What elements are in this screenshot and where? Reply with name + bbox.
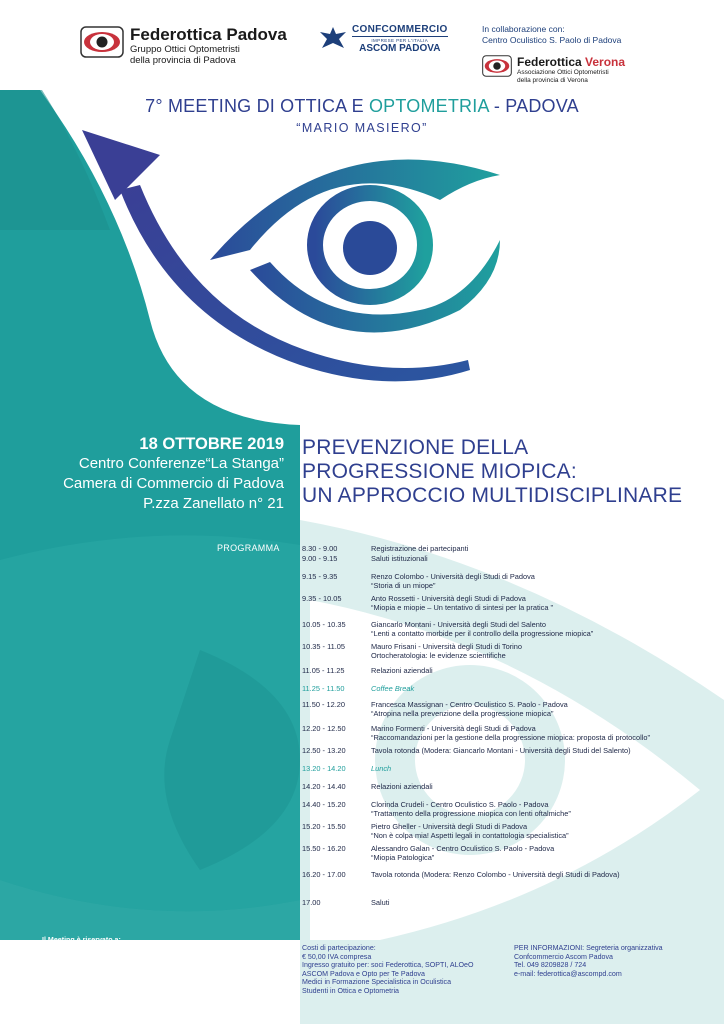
schedule-line: “Storia di un miope” bbox=[371, 581, 436, 591]
verona-org-name bbox=[517, 55, 625, 69]
verona-name-b: Verona bbox=[585, 55, 626, 69]
schedule-time: 12.20 - 12.50 bbox=[302, 724, 346, 733]
schedule-line: “Miopia e miopie – Un tentativo di sintesi per la pratica ” bbox=[371, 603, 553, 613]
schedule-time: 11.05 - 11.25 bbox=[302, 666, 345, 675]
schedule-line: “Non è colpa mia! Aspetti legali in contattologia specialistica” bbox=[371, 831, 569, 841]
schedule-line: Renzo Colombo - Università degli Studi di Padova bbox=[371, 572, 535, 581]
schedule-line: “Trattamento della progressione miopica con lenti oftalmiche” bbox=[371, 809, 571, 819]
footer-mid-l5: Medici in Formazione Specialistica in Oculistica bbox=[302, 978, 452, 987]
schedule-line: Ortocheratologia: le evidenze scientifiche bbox=[371, 651, 506, 661]
schedule-time: 17.00 bbox=[302, 898, 321, 907]
footer-mid-l3: Ingresso gratuito per: soci Federottica, SOPTI, ALOeO bbox=[302, 961, 474, 970]
schedule-line: “Lenti a contatto morbide per il controllo della progressione miopica” bbox=[371, 629, 594, 639]
eagle-logo-icon bbox=[318, 24, 348, 54]
schedule-line: “Atropina nella prevenzione della progressione miopica” bbox=[371, 709, 554, 719]
eye-logo-icon bbox=[80, 26, 124, 58]
schedule-description bbox=[371, 764, 391, 773]
meeting-subtitle: “MARIO MASIERO” bbox=[296, 121, 428, 135]
footer-left-l1: Medici Oculisti - Ottici Optometristi - Ortottisti bbox=[42, 944, 184, 953]
eye-logo-icon bbox=[482, 55, 512, 77]
schedule-description bbox=[371, 684, 414, 693]
footer-left-l2: Studenti in Ottica e optometria bbox=[42, 952, 138, 961]
schedule-line: Mauro Frisani - Università degli Studi di Torino bbox=[371, 642, 523, 651]
schedule-line: Pietro Gheller - Università degli Studi di Padova bbox=[371, 822, 528, 831]
footer-right-l4: e-mail: federottica@ascompd.com bbox=[514, 969, 622, 978]
event-venue1: Centro Conferenze“La Stanga” bbox=[78, 455, 284, 472]
schedule-description bbox=[371, 898, 390, 907]
schedule-time: 15.20 - 15.50 bbox=[302, 822, 346, 831]
footer-left-n1: L'organizzazione si riserva di accettare bbox=[42, 972, 165, 981]
footer-right-l1: PER INFORMAZIONI: Segreteria organizzativa bbox=[514, 944, 663, 952]
federottica-padova-logo bbox=[80, 26, 287, 66]
footer-audience bbox=[42, 936, 189, 998]
schedule-time: 16.20 - 17.00 bbox=[302, 870, 346, 879]
title-line1: PREVENZIONE DELLA bbox=[302, 436, 529, 459]
main-title bbox=[302, 436, 682, 508]
schedule-line: Coffee Break bbox=[371, 684, 415, 693]
schedule-description bbox=[371, 822, 569, 840]
confcommercio-logo bbox=[318, 24, 448, 54]
title-line2: PROGRESSIONE MIOPICA: bbox=[302, 460, 577, 483]
schedule-line: Tavola rotonda (Modera: Renzo Colombo - Università degli Studi di Padova) bbox=[371, 870, 620, 879]
schedule-description bbox=[371, 666, 433, 675]
schedule-description bbox=[371, 620, 593, 638]
schedule-description bbox=[371, 700, 568, 718]
event-date: 18 OTTOBRE 2019 bbox=[139, 435, 284, 453]
schedule-line: Marino Formenti - Università degli Studi di Padova bbox=[371, 724, 536, 733]
schedule-time: 9.35 - 10.05 bbox=[302, 594, 342, 603]
footer-mid-l6: Studenti in Ottica e Optometria bbox=[302, 986, 399, 995]
schedule-time: 10.35 - 11.05 bbox=[302, 642, 346, 651]
collab-line2: Centro Oculistico S. Paolo di Padova bbox=[482, 35, 622, 45]
footer-left-l3: Medici in formazione Specialistica in Oculistica bbox=[42, 961, 189, 970]
schedule-description bbox=[371, 844, 554, 862]
schedule-time: 9.00 - 9.15 bbox=[302, 554, 338, 563]
schedule-time: 14.40 - 15.20 bbox=[302, 800, 346, 809]
schedule-line: Francesca Massignan - Centro Oculistico S. Paolo - Padova bbox=[371, 700, 568, 709]
schedule-line: Alessandro Galan - Centro Oculistico S. Paolo - Padova bbox=[371, 844, 555, 853]
schedule-line: Saluti istituzionali bbox=[371, 554, 428, 563]
footer-left-n2: le iscrizioni fino al raggiungimento del numero bbox=[42, 981, 186, 990]
schedule-line: Relazioni aziendali bbox=[371, 782, 433, 791]
schedule-time: 11.25 - 11.50 bbox=[302, 684, 345, 693]
eye-pupil bbox=[343, 221, 397, 275]
padova-org-name: Federottica Padova bbox=[130, 25, 287, 44]
schedule-line: Lunch bbox=[371, 764, 392, 773]
title-line3: UN APPROCCIO MULTIDISCIPLINARE bbox=[302, 484, 683, 507]
collab-block bbox=[482, 24, 621, 46]
footer-costs bbox=[302, 944, 474, 996]
schedule-line: Relazioni aziendali bbox=[371, 666, 433, 675]
schedule-line: Giancarlo Montani - Università degli Studi del Salento bbox=[371, 620, 547, 629]
schedule-line: Anto Rossetti - Università degli Studi di Padova bbox=[371, 594, 526, 603]
conf-top: CONFCOMMERCIO bbox=[352, 24, 448, 35]
schedule-line: Tavola rotonda (Modera: Giancarlo Montani - Università degli Studi del Salento) bbox=[371, 746, 631, 755]
schedule-line: Saluti bbox=[371, 898, 390, 907]
schedule-description bbox=[371, 594, 553, 612]
federottica-verona-logo bbox=[482, 55, 625, 84]
schedule-time: 9.15 - 9.35 bbox=[302, 572, 338, 581]
schedule-description bbox=[371, 724, 650, 742]
conf-bottom: ASCOM PADOVA bbox=[359, 43, 441, 54]
schedule-description bbox=[371, 746, 631, 755]
padova-org-sub2: della provincia di Padova bbox=[130, 55, 236, 66]
meeting-part3: - PADOVA bbox=[488, 96, 579, 116]
footer-left-n3: massimo di posti disponibili bbox=[42, 989, 128, 998]
footer-right-l3: Tel. 049 8209828 / 724 bbox=[514, 961, 587, 970]
schedule-time: 10.05 - 10.35 bbox=[302, 620, 346, 629]
schedule-description bbox=[371, 800, 571, 818]
meeting-title bbox=[0, 96, 724, 117]
schedule-description bbox=[371, 544, 468, 553]
schedule-time: 12.50 - 13.20 bbox=[302, 746, 346, 755]
padova-org-sub1: Gruppo Ottici Optometristi bbox=[130, 44, 240, 55]
schedule-time: 13.20 - 14.20 bbox=[302, 764, 346, 773]
schedule bbox=[302, 544, 722, 914]
schedule-line: Registrazione dei partecipanti bbox=[371, 544, 469, 553]
meeting-part1: 7° MEETING DI OTTICA E bbox=[145, 96, 369, 116]
footer-right-l2: Confcommercio Ascom Padova bbox=[514, 952, 613, 961]
schedule-time: 15.50 - 16.20 bbox=[302, 844, 346, 853]
schedule-line: “Raccomandazioni per la gestione della progressione miopica: proposta di protocollo” bbox=[371, 733, 650, 743]
footer-mid-l2: € 50,00 IVA compresa bbox=[302, 952, 372, 961]
schedule-time: 8.30 - 9.00 bbox=[302, 544, 338, 553]
event-venue2: Camera di Commercio di Padova bbox=[63, 475, 284, 492]
schedule-time: 11.50 - 12.20 bbox=[302, 700, 346, 709]
schedule-description bbox=[371, 870, 620, 879]
programma-label: PROGRAMMA bbox=[217, 543, 280, 553]
footer-info bbox=[514, 944, 663, 978]
schedule-description bbox=[371, 642, 522, 660]
footer-mid-l4: ASCOM Padova e Opto per Te Padova bbox=[302, 969, 425, 978]
collab-line1: In collaborazione con: bbox=[482, 24, 565, 34]
verona-org-sub2: della provincia di Verona bbox=[517, 76, 588, 84]
verona-org-sub1: Associazione Ottici Optometristi bbox=[517, 69, 609, 76]
schedule-line: Clorinda Crudeli - Centro Oculistico S. Paolo - Padova bbox=[371, 800, 549, 809]
event-info bbox=[63, 434, 284, 514]
schedule-line: “Miopia Patologica” bbox=[371, 853, 435, 863]
verona-name-a: Federottica bbox=[517, 55, 586, 69]
meeting-part2: OPTOMETRIA bbox=[368, 96, 489, 116]
event-venue3: P.zza Zanellato n° 21 bbox=[143, 495, 284, 512]
schedule-time: 14.20 - 14.40 bbox=[302, 782, 346, 791]
conf-mid: IMPRESE PER L'ITALIA bbox=[371, 38, 429, 43]
schedule-description bbox=[371, 572, 535, 590]
footer-left-heading: Il Meeting è riservato a: bbox=[42, 936, 121, 944]
footer-mid-l1: Costi di partecipazione: bbox=[302, 944, 376, 952]
schedule-description bbox=[371, 554, 428, 563]
schedule-description bbox=[371, 782, 433, 791]
